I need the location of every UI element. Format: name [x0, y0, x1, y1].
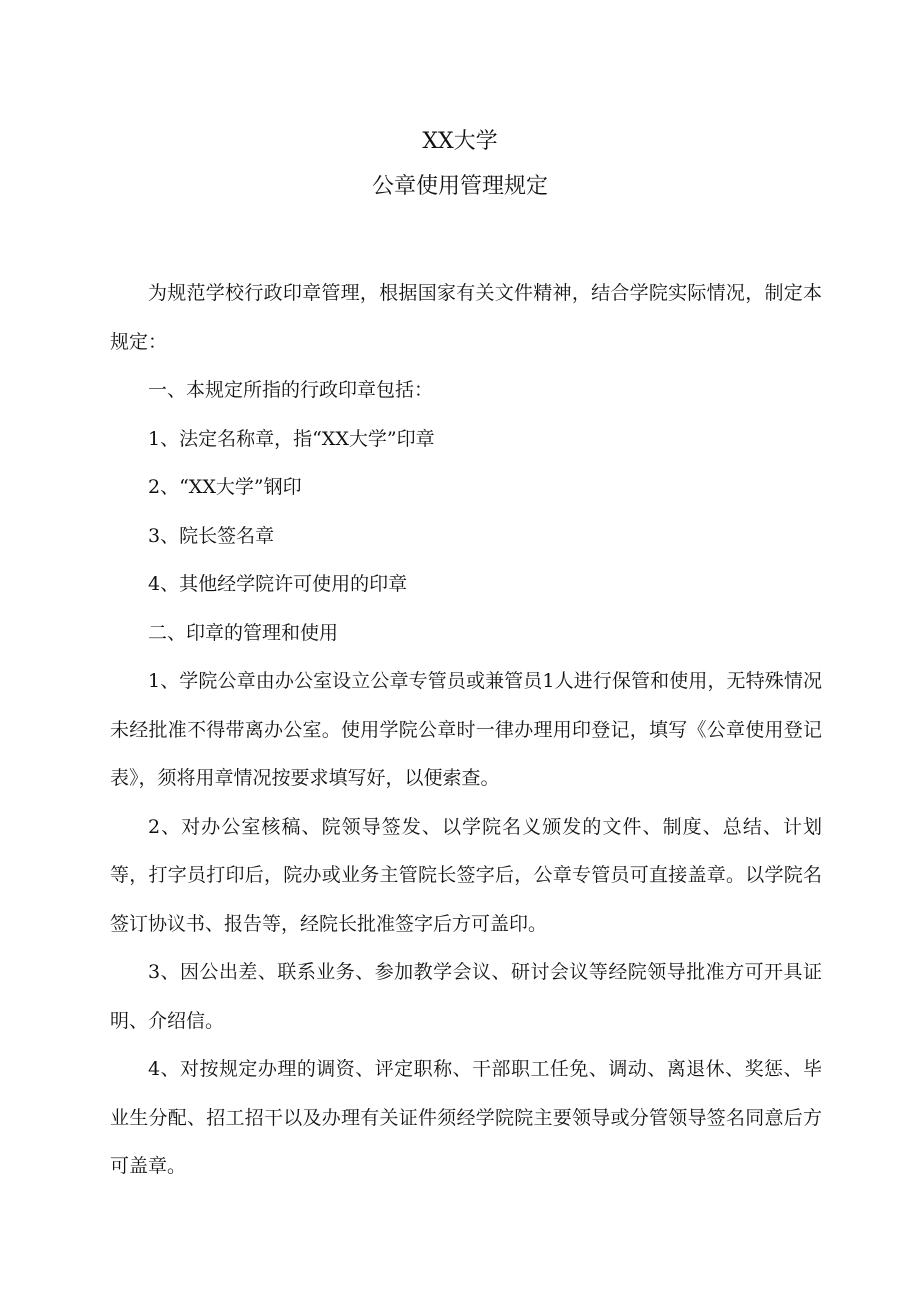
list-item: 3、院长签名章 [148, 524, 275, 547]
section-heading-2: 二、印章的管理和使用 [148, 621, 339, 644]
document-body [110, 269, 822, 1191]
rule-paragraph: 1、学院公章由办公室设立公章专管员或兼管员1人进行保管和使用，无特殊情况未经批准不得带离办公室。使用学院公章时一律办理用印登记，填写《公章使用登记表》，须将用章情况按要求填写好，以便索查。 [110, 670, 822, 789]
section-heading-1: 一、本规定所指的行政印章包括： [148, 379, 434, 401]
rule-paragraph: 3、因公出差、联系业务、参加教学会议、研讨会议等经院领导批准方可开具证明、介绍信。 [110, 961, 822, 1032]
list-item: 1、法定名称章，指“XX大学”印章 [148, 427, 435, 450]
rule-paragraph: 2、对办公室核稿、院领导签发、以学院名义颁发的文件、制度、总结、计划等，打字员打印后，院办或业务主管院长签字后，公章专管员可直接盖章。以学院名签订协议书、报告等，经院长批准签字后方可盖印。 [110, 815, 822, 935]
list-item: 4、其他经学院许可使用的印章 [148, 573, 408, 595]
intro-paragraph: 为规范学校行政印章管理，根据国家有关文件精神，结合学院实际情况，制定本规定： [110, 282, 822, 353]
list-item: 2、“XX大学”钢印 [148, 476, 302, 498]
document-title-university: XX大学 [422, 129, 498, 154]
rule-paragraph: 4、对按规定办理的调资、评定职称、干部职工任免、调动、离退休、奖惩、毕业生分配、招工招干以及办理有关证件须经学院院主要领导或分管领导签名同意后方可盖章。 [110, 1058, 822, 1177]
document-title-regulation: 公章使用管理规定 [371, 174, 548, 199]
